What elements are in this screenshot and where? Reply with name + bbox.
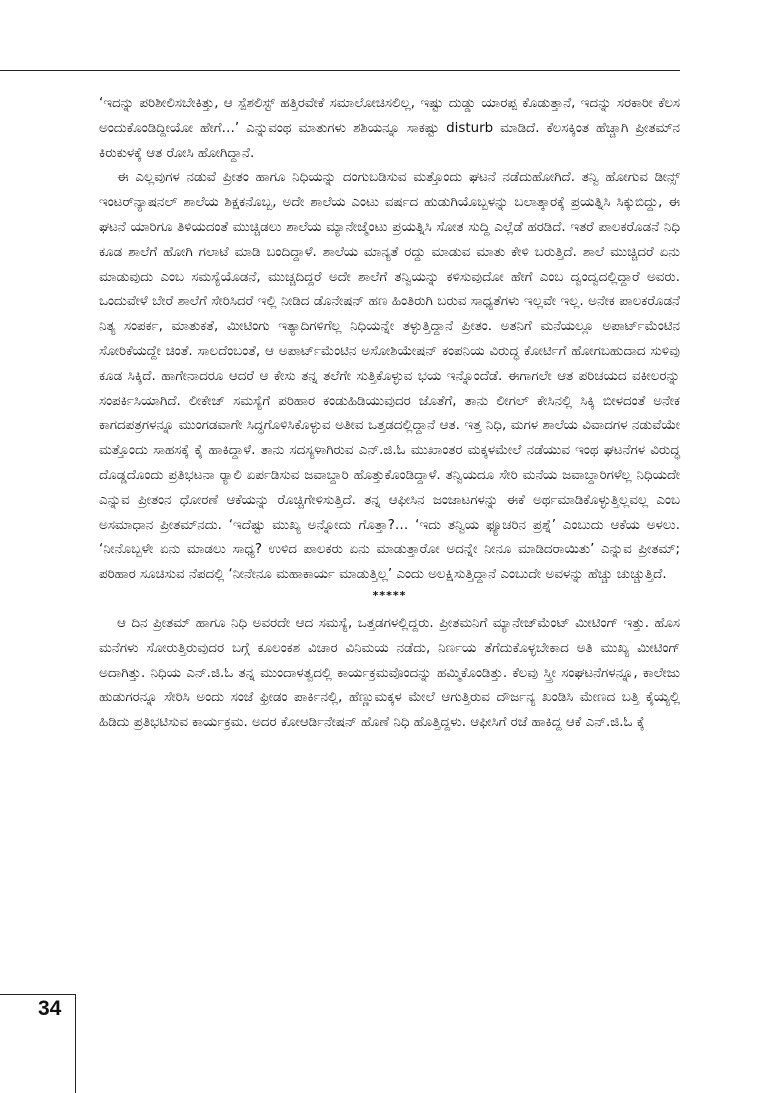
body-text <box>99 92 680 736</box>
paragraph-3: ಆ ದಿನ ಪ್ರೀತಮ್ ಹಾಗೂ ನಿಧಿ ಅವರದೇ ಆದ ಸಮಸ್ಯೆ, ಒತ್ತಡಗಳಲ್ಲಿದ್ದರು. ಪ್ರೀತಮನಿಗೆ ಮ್ಯಾನೇಜ್‌ಮೆಂಟ್ ಮೀಟಿಂಗ್ ಇತ್ತು. ಹೊಸ ಮನೆಗಳು ಸೋರುತ್ತಿರುವುದರ ಬಗ್ಗೆ ಕೂಲಂಕಶ ವಿಚಾರ ವಿನಿಮಯ ನಡೆದು, ನಿರ್ಣಯ ತೆಗೆದುಕೊಳ್ಳಬೇಕಾದ ಅತಿ ಮುಖ್ಯ ಮೀಟಿಂಗ್ ಅದಾಗಿತ್ತು. ನಿಧಿಯ ಎನ್.ಜಿ.ಓ ತನ್ನ ಮುಂದಾಳತ್ವದಲ್ಲಿ ಕಾರ್ಯಕ್ರಮವೊಂದನ್ನು ಹಮ್ಮಿಕೊಂಡಿತ್ತು. ಕೆಲವು ಸ್ತ್ರೀ ಸಂಘಟನೆಗಳನ್ನೂ, ಕಾಲೇಜು ಹುಡುಗರನ್ನೂ ಸೇರಿಸಿ ಅಂದು ಸಂಜೆ ಫ್ರೀಡಂ ಪಾರ್ಕಿನಲ್ಲಿ, ಹೆಣ್ಣುಮಕ್ಕಳ ಮೇಲೆ ಆಗುತ್ತಿರುವ ದೌರ್ಜನ್ಯ ಖಂಡಿಸಿ ಮೇಣದ ಬತ್ತಿ ಕೈಯ್ಯಲ್ಲಿ ಹಿಡಿದು ಪ್ರತಿಭಟಿಸುವ ಕಾರ್ಯಕ್ರಮ. ಅದರ ಕೋಆರ್ಡಿನೇಷನ್ ಹೊಣೆ ನಿಧಿ ಹೊತ್ತಿದ್ದಳು. ಆಫೀಸಿಗೆ ರಜೆ ಹಾಕಿದ್ದ ಆಕೆ ಎನ್.ಜಿ.ಓ ಕ್ಕೆ <box>99 615 680 731</box>
top-rule <box>0 70 680 71</box>
section-separator: ***** <box>372 588 407 602</box>
footer-rule <box>0 994 75 995</box>
paragraph-1: ‘ಇದನ್ನು ಪರಿಶೀಲಿಸಬೇಕಿತ್ತು, ಆ ಸ್ಪೆಶಲಿಸ್ಟ್ ಹತ್ತಿರವೇಕೆ ಸಮಾಲೋಚಿಸಲಿಲ್ಲ, ಇಷ್ಟು ದುಡ್ಡು ಯಾರಪ್ಪ ಕೊಡುತ್ತಾನೆ, ಇದನ್ನು ಸರಕಾರೀ ಕೆಲಸ ಅಂದುಕೊಂಡಿದ್ದೀಯೋ ಹೇಗೆ…’ ಎನ್ನುವಂಥ ಮಾತುಗಳು ಶಶಿಯನ್ನೂ ಸಾಕಷ್ಟು disturb ಮಾಡಿದೆ. ಕೆಲಸಕ್ಕಿಂತ ಹೆಚ್ಚಾಗಿ ಪ್ರೀತಮ್‌ನ ಕಿರುಕುಳಕ್ಕೆ ಆತ ರೋಸಿ ಹೋಗಿದ್ದಾನೆ. <box>99 96 680 161</box>
footer-rule-vertical <box>75 994 76 1093</box>
paragraph-2: ಈ ಎಲ್ಲವುಗಳ ನಡುವೆ ಪ್ರೀತಂ ಹಾಗೂ ನಿಧಿಯನ್ನು ದಂಗುಬಡಿಸುವ ಮತ್ತೊಂದು ಘಟನೆ ನಡೆದುಹೋಗಿದೆ. ತನ್ವಿ ಹೋಗುವ ಡೀನ್ಸ್ ಇಂಟರ್‌ನ್ಯಾಷನಲ್ ಶಾಲೆಯ ಶಿಕ್ಷಕನೊಬ್ಬ, ಅದೇ ಶಾಲೆಯ ಎಂಟು ವರ್ಷದ ಹುಡುಗಿಯೊಬ್ಬಳನ್ನು ಬಲಾತ್ಕಾರಕ್ಕೆ ಪ್ರಯತ್ನಿಸಿ ಸಿಕ್ಕುಬಿದ್ದು, ಈ ಘಟನೆ ಯಾರಿಗೂ ತಿಳಿಯದಂತೆ ಮುಚ್ಚಿಡಲು ಶಾಲೆಯ ಮ್ಯಾನೇಜ್ಮೆಂಟು ಪ್ರಯತ್ನಿಸಿ ಸೋತ ಸುದ್ದಿ ಎಲ್ಲೆಡೆ ಹರಡಿದೆ. ಇತರೆ ಪಾಲಕರೊಡನೆ ನಿಧಿ ಕೂಡ ಶಾಲೆಗೆ ಹೋಗಿ ಗಲಾಟೆ ಮಾಡಿ ಬಂದಿದ್ದಾಳೆ. ಶಾಲೆಯ ಮಾನ್ಯತೆ ರದ್ದು ಮಾಡುವ ಮಾತು ಕೇಳಿ ಬರುತ್ತಿದೆ. ಶಾಲೆ ಮುಚ್ಚಿದರೆ ಏನು ಮಾಡುವುದು ಎಂಬ ಸಮಸ್ಯೆಯೊಡನೆ, ಮುಚ್ಚದಿದ್ದರೆ ಅದೇ ಶಾಲೆಗೆ ತನ್ವಿಯನ್ನು ಕಳಿಸುವುದೋ ಹೇಗೆ ಎಂಬ ದ್ವಂದ್ವದಲ್ಲಿದ್ದಾರೆ ಅವರು. ಒಂದುವೇಳೆ ಬೇರೆ ಶಾಲೆಗೆ ಸೇರಿಸಿದರೆ ಇಲ್ಲಿ ನೀಡಿದ ಡೊನೇಷನ್ ಹಣ ಹಿಂತಿರುಗಿ ಬರುವ ಸಾಧ್ಯತೆಗಳು ಇಲ್ಲವೇ ಇಲ್ಲ. ಅನೇಕ ಪಾಲಕರೊಡನೆ ನಿತ್ಯ ಸಂಪರ್ಕ, ಮಾತುಕತೆ, ಮೀಟಿಂಗು ಇತ್ಯಾದಿಗಳಿಗೆಲ್ಲ ನಿಧಿಯನ್ನೇ ತಳ್ಳುತ್ತಿದ್ದಾನೆ ಪ್ರೀತಂ. ಅತನಿಗೆ ಮನೆಯಲ್ಲೂ ಅಪಾರ್ಟ್‌ಮೆಂಟಿನ ಸೋರಿಕೆಯದ್ದೇ ಚಿಂತೆ. ಸಾಲದೆಂಬಂತೆ, ಆ ಅಪಾರ್ಟ್‌ಮೆಂಟಿನ ಅಸೋಶಿಯೇಷನ್ ಕಂಪನಿಯ ವಿರುದ್ಧ ಕೋರ್ಟಿಗೆ ಹೋಗಬಹುದಾದ ಸುಳಿವು ಕೂಡ ಸಿಕ್ಕಿದೆ. ಹಾಗೇನಾದರೂ ಆದರೆ ಆ ಕೇಸು ತನ್ನ ತಲೆಗೇ ಸುತ್ತಿಕೊಳ್ಳುವ ಭಯ ಇನ್ನೊಂದೆಡೆ. ಈಗಾಗಲೇ ಆತ ಪರಿಚಯದ ವಕೀಲರನ್ನು ಸಂಪರ್ಕಿಸಿಯಾಗಿದೆ. ಲೀಕೇಜ್ ಸಮಸ್ಯೆಗೆ ಪರಿಹಾರ ಕಂಡುಹಿಡಿಯುವುದರ ಜೊತೆಗೆ, ತಾನು ಲೀಗಲ್ ಕೇಸಿನಲ್ಲಿ ಸಿಕ್ಕಿ ಬೀಳದಂತೆ ಅನೇಕ ಕಾಗದಪತ್ರಗಳನ್ನೂ ಮುಂಗಡವಾಗೇ ಸಿದ್ಧಗೊಳಿಸಿಕೊಳ್ಳುವ ಅತೀವ ಒತ್ತಡದಲ್ಲಿದ್ದಾನೆ ಆತ. ಇತ್ತ ನಿಧಿ, ಮಗಳ ಶಾಲೆಯ ವಿವಾದಗಳ ನಡುವೆಯೇ ಮತ್ತೊಂದು ಸಾಹಸಕ್ಕೆ ಕೈ ಹಾಕಿದ್ದಾಳೆ. ತಾನು ಸದಸ್ಯಳಾಗಿರುವ ಎನ್.ಜಿ.ಓ ಮುಖಾಂತರ ಮಕ್ಕಳಮೇಲೆ ನಡೆಯುವ ಇಂಥ ಘಟನೆಗಳ ವಿರುದ್ಧ ದೊಡ್ಡದೊಂದು ಪ್ರತಿಭಟನಾ ರ‍್ಯಾಲಿ ಏರ್ಪಡಿಸುವ ಜವಾಬ್ದಾರಿ ಹೊತ್ತುಕೊಂಡಿದ್ದಾಳೆ. ತನ್ವಿಯದೂ ಸೇರಿ ಮನೆಯ ಜವಾಬ್ದಾರಿಗಳೆಲ್ಲ ನಿಧಿಯದೇ ಎನ್ನುವ ಪ್ರೀತಂನ ಧೋರಣೆ ಆಕೆಯನ್ನು ರೊಚ್ಚಿಗೇಳಿಸುತ್ತಿದೆ. ತನ್ನ ಆಫೀಸಿನ ಜಂಜಾಟಗಳನ್ನು ಈಕೆ ಅರ್ಥಮಾಡಿಕೊಳ್ಳುತ್ತಿಲ್ಲವಲ್ಲ ಎಂಬ ಅಸಮಾಧಾನ ಪ್ರೀತಮ್‌ನದು. ‘ಇದೆಷ್ಟು ಮುಖ್ಯ ಅನ್ನೋದು ಗೊತ್ತಾ?… ‘ಇದು ತನ್ವಿಯ ಫ್ಯೂಚರಿನ ಪ್ರಶ್ನೆ’ ಎಂಬುದು ಆಕೆಯ ಅಳಲು. ‘ನೀನೊಬ್ಬಳೇ ಏನು ಮಾಡಲು ಸಾಧ್ಯ? ಉಳಿದ ಪಾಲಕರು ಏನು ಮಾಡುತ್ತಾರೋ ಅದನ್ನೇ ನೀನೂ ಮಾಡಿದರಾಯಿತು’ ಎನ್ನುವ ಪ್ರೀತಮ್; ಪರಿಹಾರ ಸೂಚಿಸುವ ನೆಪದಲ್ಲಿ ‘ನೀನೇನೂ ಮಹಾಕಾರ್ಯ ಮಾಡುತ್ತಿಲ್ಲ’ ಎಂದು ಅಲಕ್ಷಿಸುತ್ತಿದ್ದಾನೆ ಎಂಬುದೇ ಅವಳನ್ನು ಹೆಚ್ಚು ಚುಚ್ಚುತ್ತಿದೆ. <box>99 170 681 583</box>
page-number: 34 <box>38 997 62 1020</box>
